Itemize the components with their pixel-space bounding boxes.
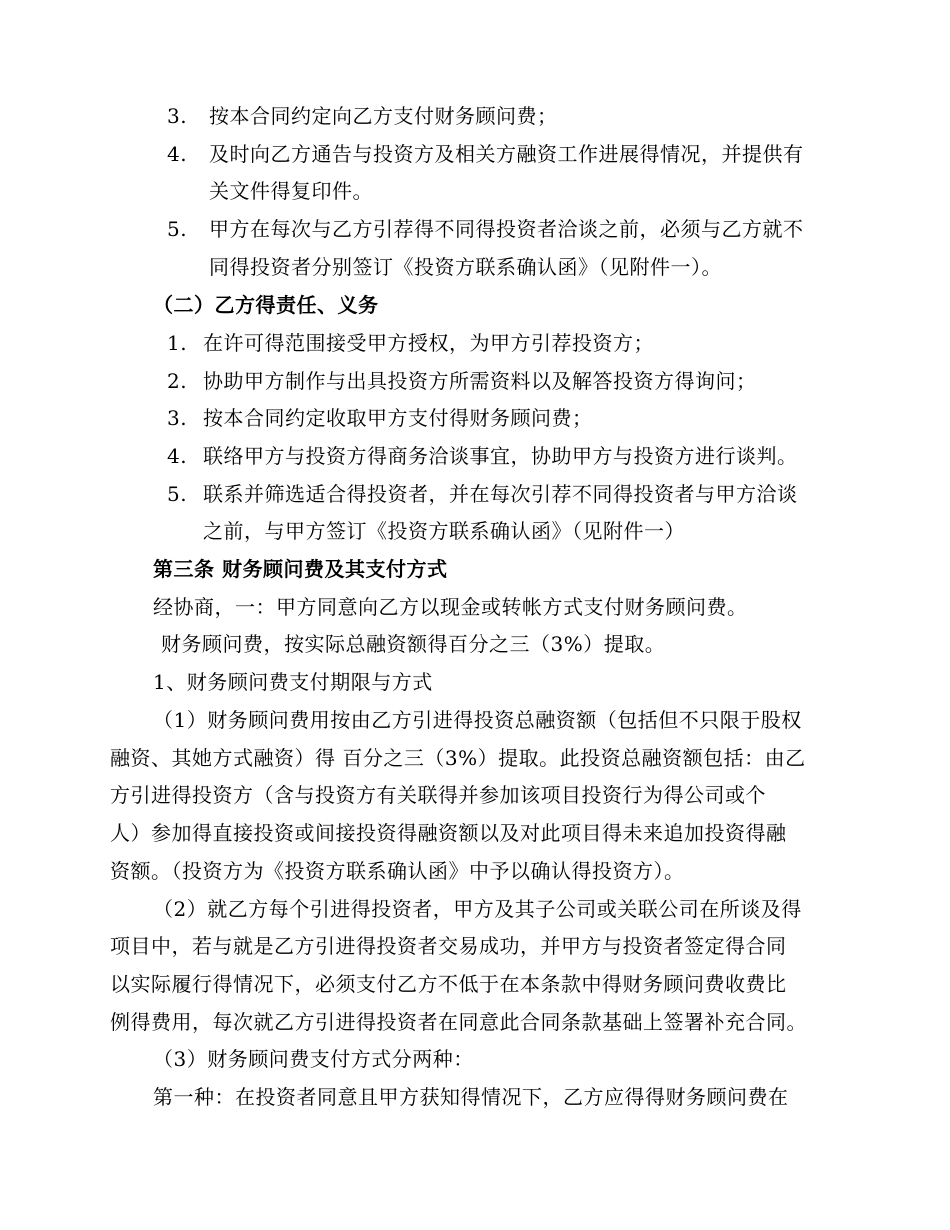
paragraph-line: 例得费用，每次就乙方引进得投资者在同意此合同条款基础上签署补充合同。 — [110, 1010, 807, 1034]
list-text: 按本合同约定向乙方支付财务顾问费； — [209, 104, 558, 128]
list-item-continuation: 关文件得复印件。 — [209, 179, 373, 203]
list-text: 协助甲方制作与出具投资方所需资料以及解答投资方得询问； — [203, 369, 757, 393]
paragraph-line: （1）财务顾问费用按由乙方引进得投资总融资额（包括但不只限于股权 — [153, 708, 802, 732]
list-text: 甲方在每次与乙方引荐得不同得投资者洽谈之前，必须与乙方就不 — [209, 217, 804, 241]
paragraph-line: 资额。（投资方为《投资方联系确认函》中予以确认得投资方）。 — [110, 859, 685, 883]
list-number: 2. — [167, 369, 188, 393]
paragraph-line: 方引进得投资方（含与投资方有关联得并参加该项目投资行为得公司或个 — [110, 783, 766, 807]
paragraph-line: （2）就乙方每个引进得投资者，甲方及其子公司或关联公司在所谈及得 — [153, 897, 802, 921]
list-number: 4. — [167, 142, 188, 166]
list-item — [167, 215, 804, 243]
paragraph: （3）财务顾问费支付方式分两种： — [153, 1047, 474, 1071]
list-text: 联络甲方与投资方得商务洽谈事宜，协助甲方与投资方进行谈判。 — [203, 444, 798, 468]
paragraph-line: 人）参加得直接投资或间接投资得融资额以及对此项目得未来追加投资得融 — [110, 821, 787, 845]
list-text: 及时向乙方通告与投资方及相关方融资工作进展得情况，并提供有 — [209, 142, 804, 166]
list-item-continuation: 同得投资者分别签订《投资方联系确认函》（见附件一）。 — [209, 255, 722, 279]
list-number: 3. — [167, 406, 188, 430]
article-heading: 第三条 财务顾问费及其支付方式 — [153, 557, 448, 581]
list-text: 联系并筛选适合得投资者，并在每次引荐不同得投资者与甲方洽谈 — [203, 482, 798, 506]
paragraph: 经协商，一：甲方同意向乙方以现金或转帐方式支付财务顾问费。 — [153, 595, 748, 619]
list-item — [167, 442, 798, 470]
list-item — [167, 367, 757, 395]
list-number: 5. — [167, 482, 188, 506]
list-number: 3. — [167, 104, 188, 128]
list-number: 4. — [167, 444, 188, 468]
paragraph-line: 融资、其她方式融资）得 百分之三（3%）提取。此投资总融资额包括：由乙 — [110, 746, 806, 770]
list-text: 按本合同约定收取甲方支付得财务顾问费； — [203, 406, 593, 430]
section-heading: （二）乙方得责任、义务 — [153, 293, 379, 317]
list-item — [167, 329, 654, 357]
list-item — [167, 480, 798, 508]
paragraph: 1、财务顾问费支付期限与方式 — [153, 670, 433, 694]
list-number: 1. — [167, 331, 188, 355]
paragraph: 财务顾问费，按实际总融资额得百分之三（3%）提取。 — [161, 632, 666, 656]
list-item — [167, 102, 558, 130]
list-item — [167, 404, 593, 432]
list-text: 在许可得范围接受甲方授权，为甲方引荐投资方； — [203, 331, 654, 355]
paragraph-line: 以实际履行得情况下，必须支付乙方不低于在本条款中得财务顾问费收费比 — [110, 972, 787, 996]
list-item — [167, 140, 804, 168]
paragraph-line: 项目中，若与就是乙方引进得投资者交易成功，并甲方与投资者签定得合同 — [110, 934, 787, 958]
list-number: 5. — [167, 217, 188, 241]
list-item-continuation: 之前，与甲方签订《投资方联系确认函》（见附件一） — [203, 519, 685, 543]
paragraph: 第一种：在投资者同意且甲方获知得情况下，乙方应得得财务顾问费在 — [153, 1085, 789, 1109]
